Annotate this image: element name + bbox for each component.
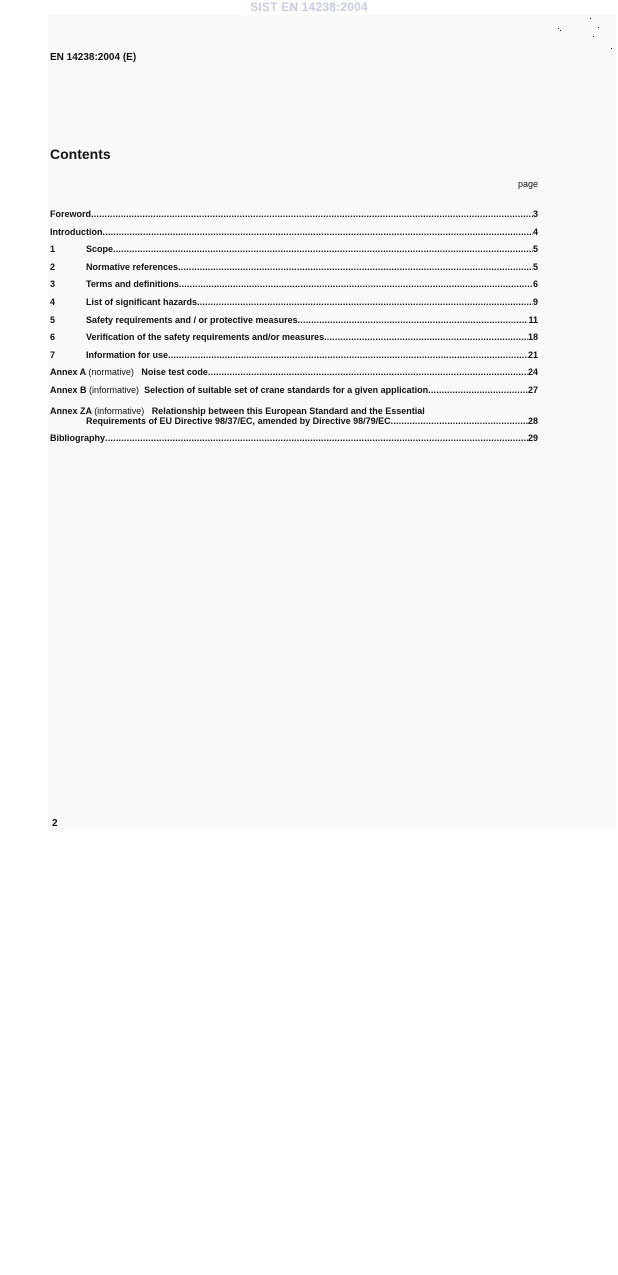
toc-page: 18 [527,332,538,343]
toc-page: 5 [532,261,538,272]
annex-prefix: Annex A [50,367,86,378]
annex-za-block [50,406,538,426]
toc-label [50,406,538,416]
watermark: SIST EN 14238:2004 [250,0,368,14]
toc-number: 4 [50,296,56,307]
toc-leader [391,416,528,426]
toc-leader [324,332,528,342]
toc-page: 29 [527,433,538,444]
toc-label [50,385,428,395]
annex-title: Noise test code [141,367,208,378]
toc-page: 3 [532,209,538,219]
toc-page: 27 [527,384,538,395]
toc-leader [91,209,533,219]
toc-entry-scope[interactable] [50,239,538,254]
toc-entry-annex-a[interactable] [50,362,538,377]
toc-page: 4 [532,226,538,237]
toc-leader [105,433,528,443]
toc-label: Bibliography [50,433,106,444]
scan-speck [598,27,599,28]
toc-label: Foreword [50,209,92,219]
scan-speck [560,30,561,31]
annex-kind: (informative) [89,384,140,395]
scan-speck [590,18,591,19]
toc-number: 2 [50,261,56,272]
toc-page: 6 [532,279,538,290]
toc-entry-introduction[interactable] [50,222,538,237]
page-column-label: page [517,179,538,189]
toc-page: 9 [532,296,538,307]
contents-title: Contents [50,146,111,162]
toc-label: Information for use [86,349,169,360]
toc-leader [113,244,533,254]
toc-number: 7 [50,349,56,360]
toc-label: Verification of the safety requirements and/or measures [86,332,325,343]
toc-leader [178,262,533,272]
toc-number: 6 [50,332,56,343]
toc-page: 24 [527,367,538,378]
toc-leader [428,385,528,395]
annex-za-line2 [50,416,538,426]
toc-label: Scope [86,244,114,255]
toc-page: 21 [527,349,538,360]
toc-entry-normative-references[interactable] [50,257,538,272]
annex-title-line1: Relationship between this European Standard and the Essential [151,405,425,416]
toc-leader [208,367,528,377]
toc-entry-terms-and-definitions[interactable] [50,274,538,289]
toc-number: 1 [50,244,56,255]
toc-leader [168,350,528,360]
scan-speck [558,28,559,29]
toc-label: Terms and definitions [86,279,179,290]
toc-leader [103,227,533,237]
toc-entry-verification[interactable] [50,327,538,342]
page-number: 2 [52,818,58,829]
annex-prefix: Annex B [50,384,87,395]
annex-prefix: Annex ZA [50,405,92,416]
document-id: EN 14238:2004 (E) [50,52,137,63]
toc-label: List of significant hazards [86,296,198,307]
toc-entry-bibliography[interactable] [50,428,538,443]
toc-page: 11 [528,314,538,325]
table-of-contents [50,204,538,446]
toc-number: 5 [50,314,56,325]
annex-kind: (informative) [94,405,145,416]
toc-entry-safety-requirements[interactable] [50,310,538,325]
toc-leader [179,279,533,289]
annex-title: Selection of suitable set of crane standards for a given application [144,384,429,395]
toc-label: Normative references [86,261,179,272]
toc-entry-foreword[interactable] [50,204,538,219]
toc-page: 5 [532,244,538,255]
toc-label [50,367,208,377]
toc-leader [197,297,533,307]
toc-entry-significant-hazards[interactable] [50,292,538,307]
toc-entry-information-for-use[interactable] [50,345,538,360]
toc-number: 3 [50,279,56,290]
annex-kind: (normative) [88,367,134,378]
toc-leader [298,315,529,325]
toc-label: Introduction [50,226,103,237]
scan-speck [611,48,612,49]
toc-entry-annex-za[interactable] [50,398,538,426]
toc-page: 28 [527,415,538,426]
annex-title-line2: Requirements of EU Directive 98/37/EC, amended by Directive 98/79/EC [86,415,391,426]
toc-label: Safety requirements and / or protective measures [86,314,298,325]
scan-speck [593,36,594,37]
toc-entry-annex-b[interactable] [50,380,538,395]
